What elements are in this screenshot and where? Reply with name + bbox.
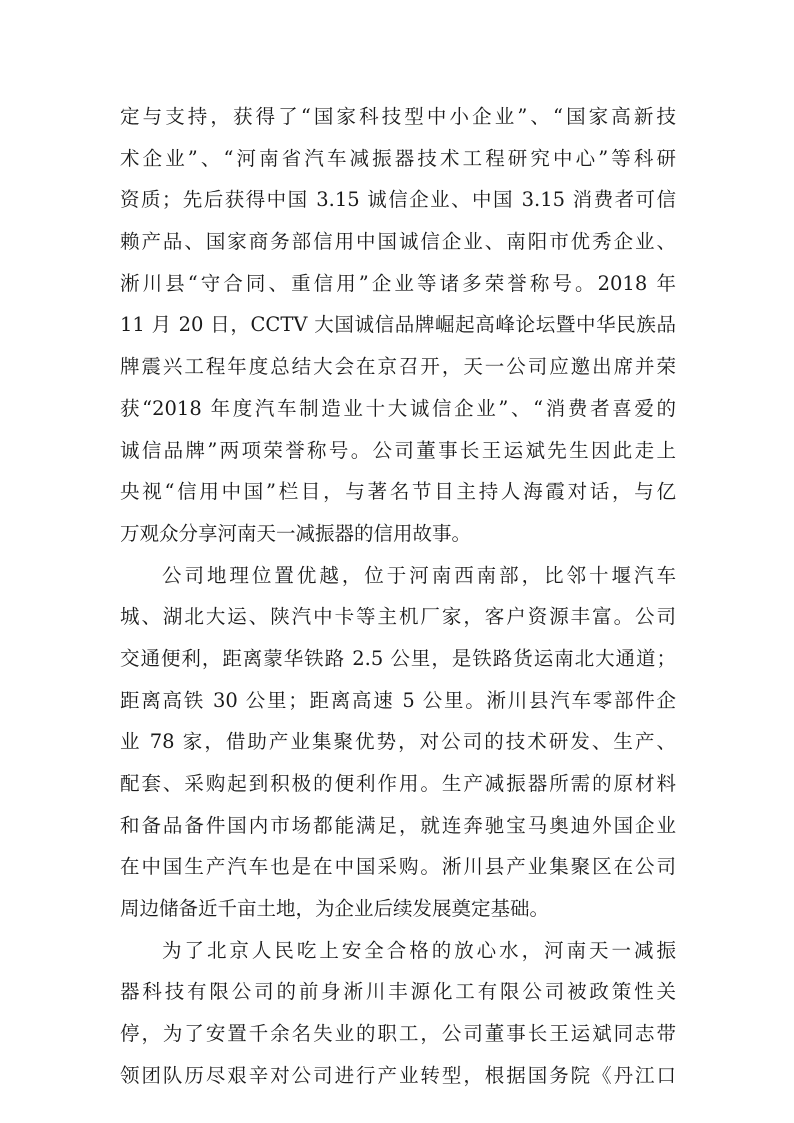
paragraph-line: 牌震兴工程年度总结大会在京召开，天一公司应邀出席并荣 <box>120 355 676 379</box>
paragraph-line: 赖产品、国家商务部信用中国诚信企业、南阳市优秀企业、 <box>120 230 676 254</box>
paragraph-1 <box>120 96 676 555</box>
paragraph-3 <box>120 930 676 1097</box>
paragraph-2 <box>120 555 676 930</box>
paragraph-line: 停，为了安置千余名失业的职工，公司董事长王运斌同志带 <box>120 1022 676 1046</box>
paragraph-line: 公司地理位置优越，位于河南西南部，比邻十堰汽车 <box>162 563 676 587</box>
paragraph-line: 距离高铁 30 公里；距离高速 5 公里。淅川县汽车零部件企 <box>120 688 676 712</box>
paragraph-line: 术企业”、“河南省汽车减振器技术工程研究中心”等科研 <box>120 146 676 170</box>
paragraph-line: 业 78 家，借助产业集聚优势，对公司的技术研发、生产、 <box>120 730 676 754</box>
paragraph-line: 诚信品牌”两项荣誉称号。公司董事长王运斌先生因此走上 <box>120 438 676 462</box>
paragraph-line: 领团队历尽艰辛对公司进行产业转型，根据国务院《丹江口 <box>120 1063 676 1087</box>
paragraph-line: 为了北京人民吃上安全合格的放心水，河南天一减振 <box>162 938 676 962</box>
document-body <box>120 96 676 1097</box>
paragraph-line: 周边储备近千亩土地，为企业后续发展奠定基础。 <box>120 897 550 921</box>
paragraph-line: 央视“信用中国”栏目，与著名节目主持人海霞对话，与亿 <box>120 480 676 504</box>
paragraph-line: 万观众分享河南天一减振器的信用故事。 <box>120 521 472 545</box>
paragraph-line: 资质；先后获得中国 3.15 诚信企业、中国 3.15 消费者可信 <box>120 188 676 212</box>
paragraph-line: 在中国生产汽车也是在中国采购。淅川县产业集聚区在公司 <box>120 855 676 879</box>
paragraph-line: 淅川县“守合同、重信用”企业等诸多荣誉称号。2018 年 <box>120 271 676 295</box>
paragraph-line: 11 月 20 日，CCTV 大国诚信品牌崛起高峰论坛暨中华民族品 <box>120 313 676 337</box>
paragraph-line: 定与支持，获得了“国家科技型中小企业”、“国家高新技 <box>120 105 676 128</box>
paragraph-line: 获“2018 年度汽车制造业十大诚信企业”、“消费者喜爱的 <box>120 396 676 420</box>
paragraph-line: 配套、采购起到积极的便利作用。生产减振器所需的原材料 <box>120 772 676 795</box>
paragraph-line: 和备品备件国内市场都能满足，就连奔驰宝马奥迪外国企业 <box>120 813 676 837</box>
paragraph-line: 器科技有限公司的前身淅川丰源化工有限公司被政策性关 <box>120 980 676 1004</box>
paragraph-line: 交通便利，距离蒙华铁路 2.5 公里，是铁路货运南北大通道； <box>120 646 676 670</box>
paragraph-line: 城、湖北大运、陕汽中卡等主机厂家，客户资源丰富。公司 <box>120 605 676 629</box>
